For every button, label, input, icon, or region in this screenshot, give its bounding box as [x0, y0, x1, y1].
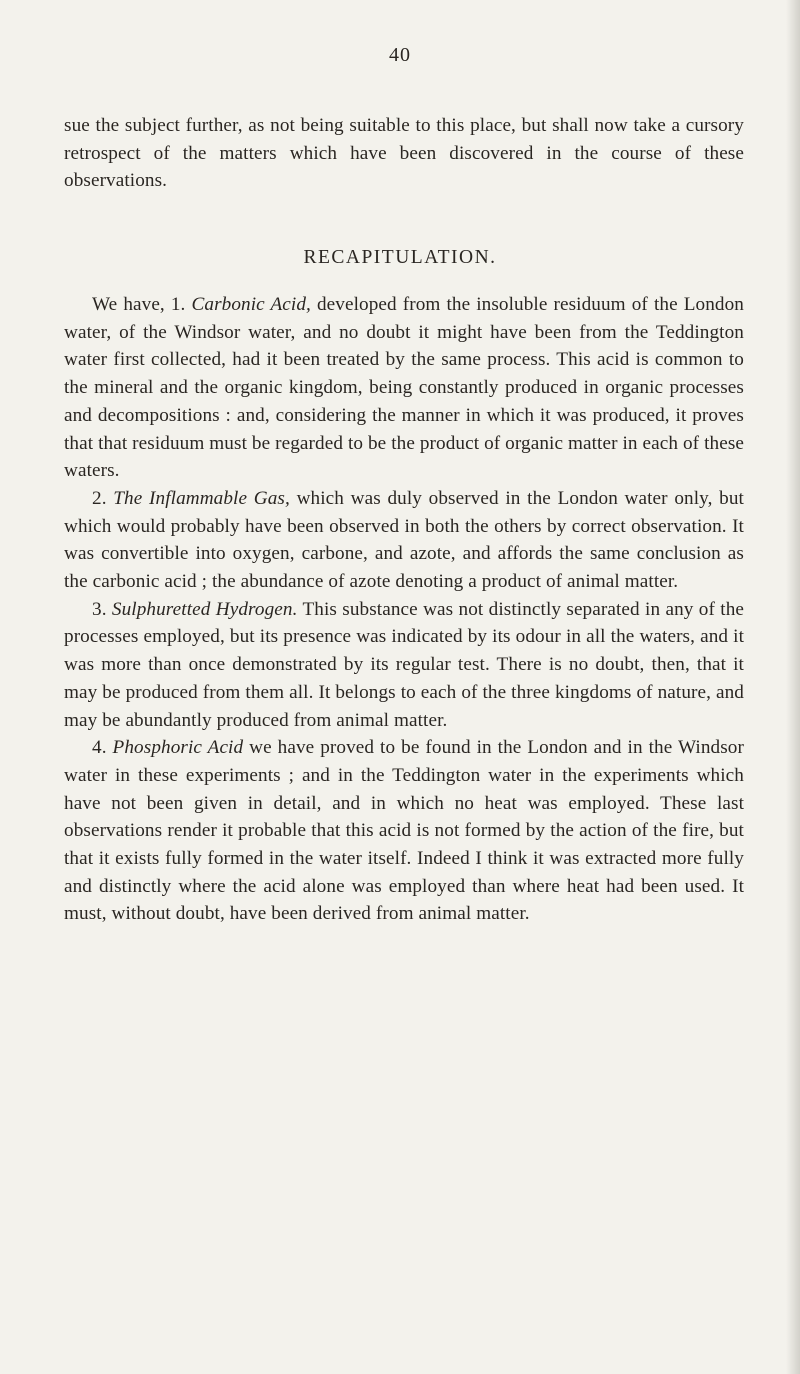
item-term: The Inflammable Gas, — [113, 487, 290, 509]
section-heading: RECAPITULATION. — [303, 247, 497, 268]
item-term: Sulphuretted Hydrogen. — [111, 598, 298, 620]
recap-item-inflammable-gas — [64, 485, 744, 596]
page-number: 40 — [389, 44, 411, 66]
page-edge-shadow — [786, 0, 800, 1374]
item-term: Phosphoric Acid — [112, 737, 244, 759]
recapitulation-body — [64, 291, 744, 928]
recap-item-phosphoric-acid — [64, 734, 744, 928]
intro-paragraph: sue the subject further, as not being suitable to this place, but shall now take a cursory retrospect of the matters which have been discovered in the course of these observations. — [64, 115, 744, 192]
recap-item-carbonic-acid — [64, 291, 744, 485]
item-term: Carbonic Acid, — [191, 294, 311, 315]
item-text: which was duly observed in the London water only, but which would probably have been observed in both the others by correct observation. It was convertible into oxygen, carbone, and azote, and affords the same conclusion as the carbonic acid ; the abundance of azote denoting a product of animal matter. — [64, 487, 744, 593]
item-lead: We have, 1. — [92, 294, 192, 315]
recap-item-sulphuretted-hydrogen — [64, 596, 744, 735]
item-lead: 4. — [92, 737, 113, 759]
item-lead: 2. — [92, 487, 114, 509]
item-text: developed from the insoluble residuum of the London water, of the Windsor water, and no doubt it might have been from the Teddington water first collected, had it been treated by the same process. This acid is common to the mineral and the organic kingdom, being constantly produced in organic processes and decompositions : and, considering the manner in which it was produced, it proves that that residuum must be regarded to be the product of organic matter in each of these waters. — [64, 294, 744, 482]
item-text: we have proved to be found in the London and in the Windsor water in these experiments ; and in the Teddington water in the experiments which have not been given in detail, and in which no heat was employed. These last observations render it probable that this acid is not formed by the action of the fire, but that it exists fully formed in the water itself. Indeed I think it was extracted more fully and distinctly where the acid alone was employed than where heat had been used. It must, without doubt, have been derived from animal matter. — [64, 737, 744, 925]
item-text: This substance was not distinctly separated in any of the processes employed, but its presence was indicated by its odour in all the waters, and it was more than once demonstrated by its regular test. There is no doubt, then, that it may be produced from them all. It belongs to each of the three kingdoms of nature, and may be abundantly produced from animal matter. — [64, 598, 744, 731]
item-lead: 3. — [92, 598, 112, 620]
